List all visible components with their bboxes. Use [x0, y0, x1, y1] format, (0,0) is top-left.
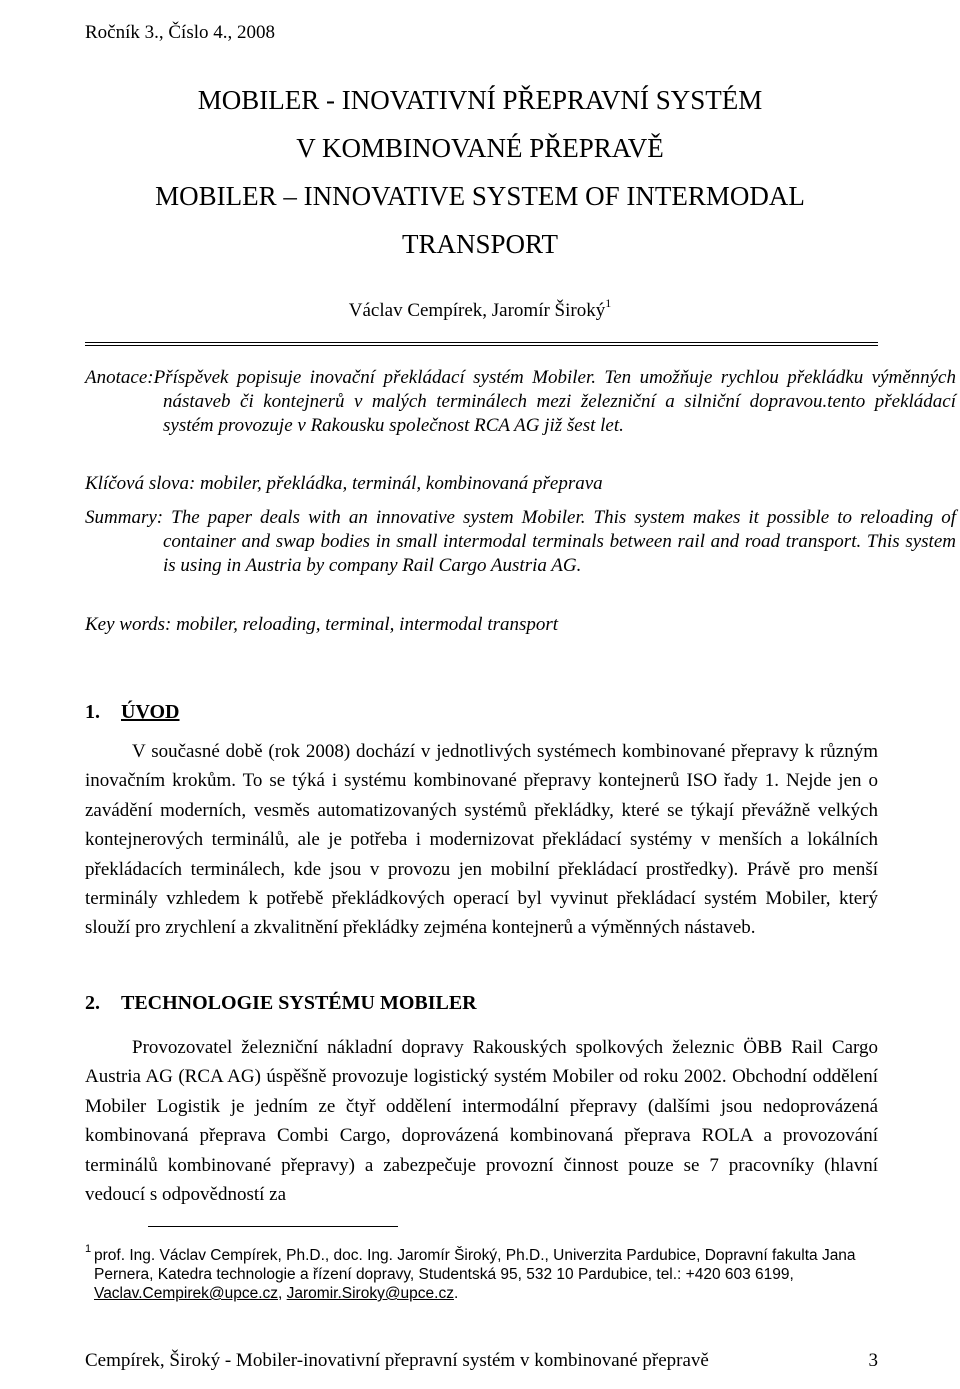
footnote-text: prof. Ing. Václav Cempírek, Ph.D., doc. Ing. Jaromír Široký, Ph.D., Univerzita Pardubice, Dopravní fakulta Jana Pernera, Katedra technologie a řízení dopravy, Studentská 95, 532 10 Pardubice, tel.: +420 603 6199, — [94, 1247, 856, 1283]
email-link-cempirek[interactable]: Vaclav.Cempirek@upce.cz — [94, 1285, 279, 1302]
footnote — [85, 1243, 878, 1303]
title-line-4: TRANSPORT — [402, 229, 558, 259]
author-names: Václav Cempírek, Jaromír Široký — [348, 300, 606, 321]
section-1-paragraph: V současné době (rok 2008) dochází v jednotlivých systémech kombinované přepravy k různým inovačním krokům. To se týká i systému kombinované přepravy kontejnerů ISO řady 1. Nejde jen o zavádění moderních, vesměs automatizovaných systémů překládky, které se týkají převážně velkých kontejnerových terminálů, ale je potřeba i modernizovat překládací systémy v menších a lokálních překládacích terminálech, kde jsou v provozu jen mobilní překládací prostředky). Právě pro menší terminály vzhledem k potřebě překládkových operací byl vyvinut překládací systém Mobiler, který slouží pro zrychlení a zkvalitnění překládky zejména kontejnerů a výměnných nástaveb. — [85, 741, 878, 939]
abstract-cz — [85, 366, 956, 438]
section-2-heading — [85, 992, 477, 1015]
title-line-1: MOBILER - INOVATIVNÍ PŘEPRAVNÍ SYSTÉM — [197, 85, 763, 115]
section-2-number: 2. — [85, 992, 100, 1014]
section-1-number: 1. — [85, 701, 100, 723]
abstract-en-label: Summary: — [85, 507, 164, 528]
section-1-title: ÚVOD — [121, 701, 180, 723]
running-title: Cempírek, Široký - Mobiler-inovativní přepravní systém v kombinované přepravě — [85, 1350, 709, 1371]
abstract-en-text: The paper deals with an innovative system Mobiler. This system makes it possible to reloading of container and swap bodies in small intermodal terminals between rail and road transport. This system is using in Austria by company Rail Cargo Austria AG. — [163, 507, 957, 576]
journal-volume-header: Ročník 3., Číslo 4., 2008 — [85, 22, 276, 43]
keywords-en: Key words: mobiler, reloading, terminal, intermodal transport — [85, 614, 559, 635]
title-line-2: V KOMBINOVANÉ PŘEPRAVĚ — [296, 133, 664, 163]
footnote-separator — [148, 1226, 398, 1227]
abstract-cz-text: Příspěvek popisuje inovační překládací systém Mobiler. Ten umožňuje rychlou překládku výměnných nástaveb či kontejnerů v malých terminálech mezi železniční a silniční dopravou.tento překládací systém provozuje v Rakousku společnost RCA AG již šest let. — [153, 367, 956, 436]
email-link-siroky[interactable]: Jaromir.Siroky@upce.cz — [286, 1285, 454, 1302]
abstract-cz-label: Anotace: — [85, 367, 154, 388]
abstract-en — [85, 506, 956, 578]
section-2-title: TECHNOLOGIE SYSTÉMU MOBILER — [121, 992, 477, 1014]
keywords-cz: Klíčová slova: mobiler, překládka, terminál, kombinovaná přeprava — [85, 473, 603, 494]
section-2-paragraph: Provozovatel železniční nákladní dopravy Rakouských spolkových železnic ÖBB Rail Cargo Austria AG (RCA AG) úspěšně provozuje logistický systém Mobiler od roku 2002. Obchodní oddělení Mobiler Logistik je jedním ze čtyř oddělení intermodální přepravy (dalšími jsou nedoprovázená kombinovaná přeprava Combi Cargo, doprovázená kombinovaná přeprava ROLA a provozování terminálů kombinované přepravy) a zabezpečuje provozní činnost pouze se 7 pracovníky (hlavní vedoucí s odpovědností za — [85, 1037, 878, 1206]
authors — [0, 296, 960, 322]
email-separator: , — [278, 1285, 287, 1302]
title-line-3: MOBILER – INNOVATIVE SYSTEM OF INTERMODAL — [155, 181, 805, 211]
footnote-end: . — [453, 1285, 459, 1302]
double-rule — [85, 342, 878, 346]
author-footnote-mark: 1 — [605, 296, 612, 310]
page-number: 3 — [868, 1350, 878, 1371]
section-1-heading — [85, 701, 180, 724]
page-footer — [85, 1350, 878, 1372]
footnote-mark: 1 — [85, 1243, 92, 1255]
